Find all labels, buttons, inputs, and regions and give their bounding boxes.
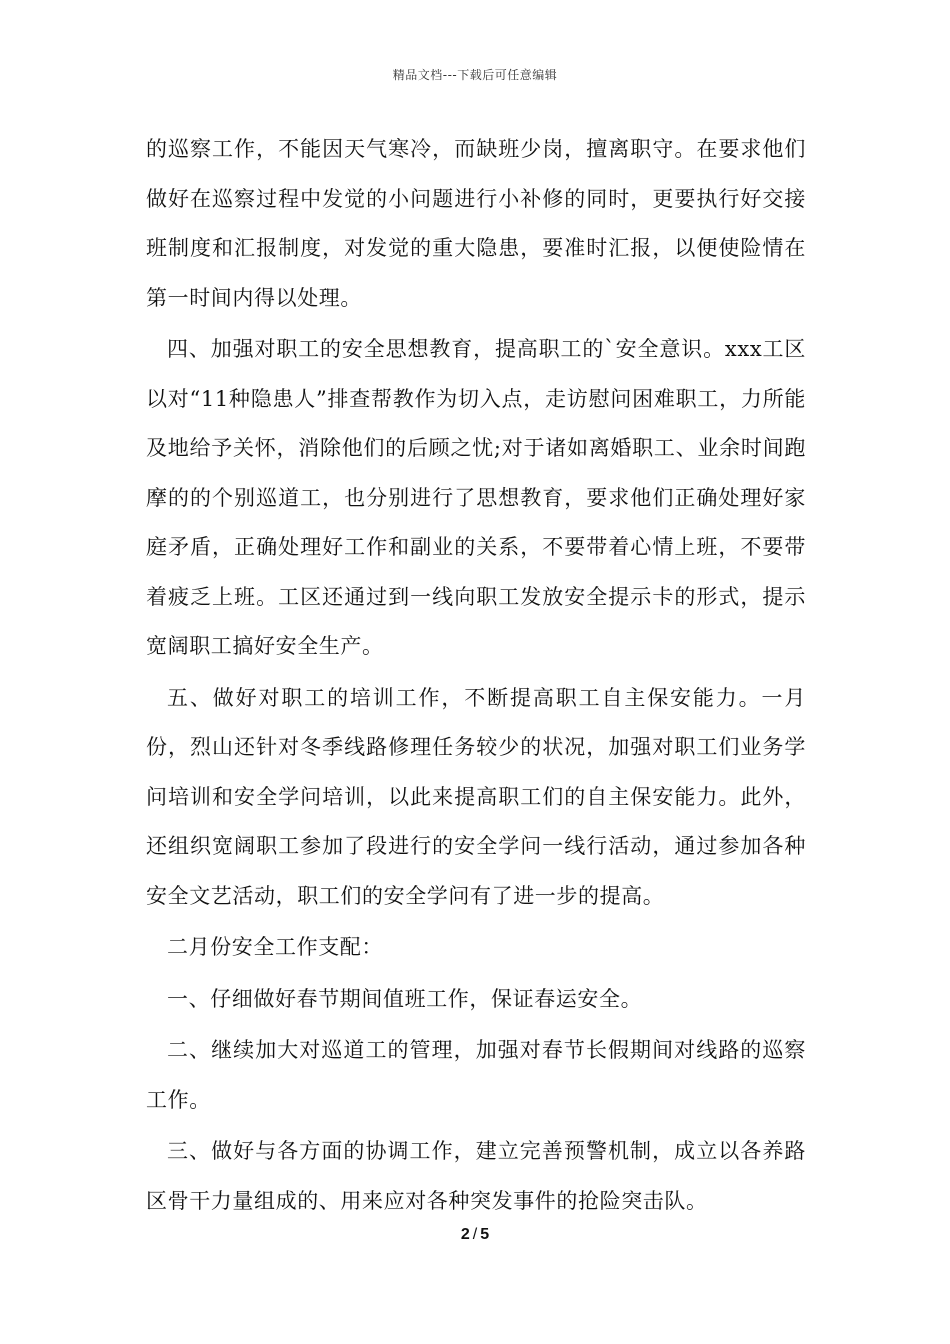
paragraph-february-plan-heading: 二月份安全工作支配： [167,935,383,959]
paragraph-continuation: 的巡察工作，不能因天气寒冷，而缺班少岗，擅离职守。在要求他们做好在巡察过程中发觉的小问题进行小补修的同时，更要执行好交接班制度和汇报制度，对发觉的重大隐患，要准时汇报，以便使险情在第一时间内得以处理。 [146,137,806,310]
current-page: 2 [460,1226,470,1243]
paragraph-section-five: 五、做好对职工的培训工作，不断提高职工自主保安能力。一月份，烈山还针对冬季线路修理任务较少的状况，加强对职工们业务学问培训和安全学问培训，以此来提高职工们的自主保安能力。此外，还组织宽阔职工参加了段进行的安全学问一线行活动，通过参加各种安全文艺活动，职工们的安全学问有了进一步的提高。 [146,685,806,908]
paragraph-section-four: 四、加强对职工的安全思想教育，提高职工的`安全意识。xxx工区以对“11种隐患人”排查帮教作为切入点，走访慰问困难职工，力所能及地给予关怀，消除他们的后顾之忧;对于诸如离婚职工、业余时间跑摩的的个别巡道工，也分别进行了思想教育，要求他们正确处理好家庭矛盾，正确处理好工作和副业的关系，不要带着心情上班，不要带着疲乏上班。工区还通过到一线向职工发放安全提示卡的形式，提示宽阔职工搞好安全生产。 [146,337,806,658]
paragraph-plan-item-two: 二、继续加大对巡道工的管理，加强对春节长假期间对线路的巡察工作。 [146,1038,806,1112]
total-pages: 5 [480,1226,490,1243]
page-number [0,1226,950,1244]
page-separator: / [472,1226,478,1243]
paragraph-plan-item-one: 一、仔细做好春节期间值班工作，保证春运安全。 [167,986,643,1011]
page-header: 精品文档---下载后可任意编辑 [392,68,558,82]
paragraph-plan-item-three: 三、做好与各方面的协调工作，建立完善预警机制，成立以各养路区骨干力量组成的、用来应对各种突发事件的抢险突击队。 [146,1139,806,1213]
document-body [146,125,806,1228]
